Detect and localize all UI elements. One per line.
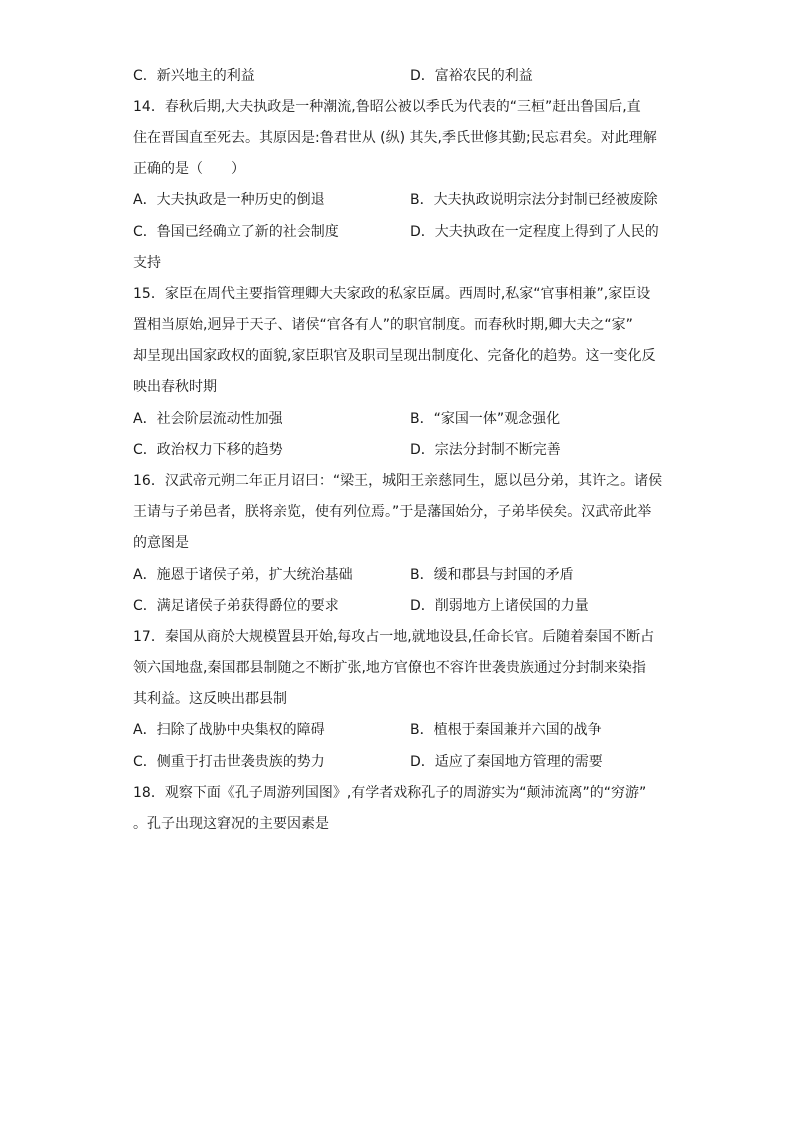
q14-stem-line-1: 14．春秋后期,大夫执政是一种潮流,鲁昭公被以季氏为代表的“三桓”赶出鲁国后,直 [133, 99, 641, 115]
q17-option-d: D．适应了秦国地方管理的需要 [410, 754, 603, 770]
q15-option-d: D．宗法分封制不断完善 [410, 442, 561, 458]
q15-stem-line-2: 置相当原始,迥异于天子、诸侯“官各有人”的职官制度。而春秋时期,卿大夫之“家” [133, 317, 633, 333]
q15-stem-line-4: 映出春秋时期 [133, 379, 217, 395]
q14-stem-line-3: 正确的是（ ） [133, 161, 245, 177]
q18-stem-line-2: 。孔子出现这窘况的主要因素是 [133, 816, 329, 832]
q13-option-d: D．富裕农民的利益 [410, 68, 533, 84]
q16-stem-line-2: 王请与子弟邑者，朕将亲览，使有列位焉。”于是藩国始分，子弟毕侯矣。汉武帝此举 [133, 504, 652, 520]
q16-option-a: A．施恩于诸侯子弟，扩大统治基础 [133, 567, 353, 583]
q17-stem-line-2: 领六国地盘,秦国郡县制随之不断扩张,地方官僚也不容许世袭贵族通过分封制来染指 [133, 660, 646, 676]
q17-option-a: A．扫除了战胁中央集权的障碍 [133, 722, 325, 738]
q15-option-c: C．政治权力下移的趋势 [133, 442, 283, 458]
q17-stem-line-1: 17．秦国从商於大规模置县开始,每攻占一地,就地设县,任命长官。后随着秦国不断占 [133, 629, 655, 645]
q17-stem-line-3: 其利益。这反映出郡县制 [133, 691, 287, 707]
q13-option-c: C．新兴地主的利益 [133, 68, 255, 84]
q16-stem-line-1: 16．汉武帝元朔二年正月诏曰：“梁王，城阳王亲慈同生，愿以邑分弟，其许之。诸侯 [133, 473, 663, 489]
q18-stem-line-1: 18．观察下面《孔子周游列国图》,有学者戏称孔子的周游实为“颠沛流离”的“穷游” [133, 785, 647, 801]
q16-option-b: B．缓和郡县与封国的矛盾 [410, 567, 574, 583]
q16-option-d: D．削弱地方上诸侯国的力量 [410, 598, 589, 614]
q14-option-c: C．鲁国已经确立了新的社会制度 [133, 224, 339, 240]
q17-option-b: B．植根于秦国兼并六国的战争 [410, 722, 602, 738]
q15-stem-line-1: 15．家臣在周代主要指管理卿大夫家政的私家臣属。西周时,私家“官事相兼”,家臣设 [133, 286, 651, 302]
q14-option-d: D．大夫执政在一定程度上得到了人民的 [410, 224, 659, 240]
q15-option-b: B．“家国一体”观念强化 [410, 411, 561, 427]
q15-stem-line-3: 却呈现出国家政权的面貌,家臣职官及职司呈现出制度化、完备化的趋势。这一变化反 [133, 348, 656, 364]
q14-stem-line-2: 住在晋国直至死去。其原因是:鲁君世从 (纵) 其失,季氏世修其勤;民忘君矣。对此理解 [133, 130, 657, 146]
q14-option-a: A．大夫执政是一种历史的倒退 [133, 192, 325, 208]
q16-option-c: C．满足诸侯子弟获得爵位的要求 [133, 598, 339, 614]
q14-option-b: B．大夫执政说明宗法分封制已经被废除 [410, 192, 658, 208]
q17-option-c: C．侧重于打击世袭贵族的势力 [133, 754, 325, 770]
q15-option-a: A．社会阶层流动性加强 [133, 411, 283, 427]
q14-option-d-continued: 支持 [133, 255, 161, 271]
q16-stem-line-3: 的意图是 [133, 535, 189, 551]
